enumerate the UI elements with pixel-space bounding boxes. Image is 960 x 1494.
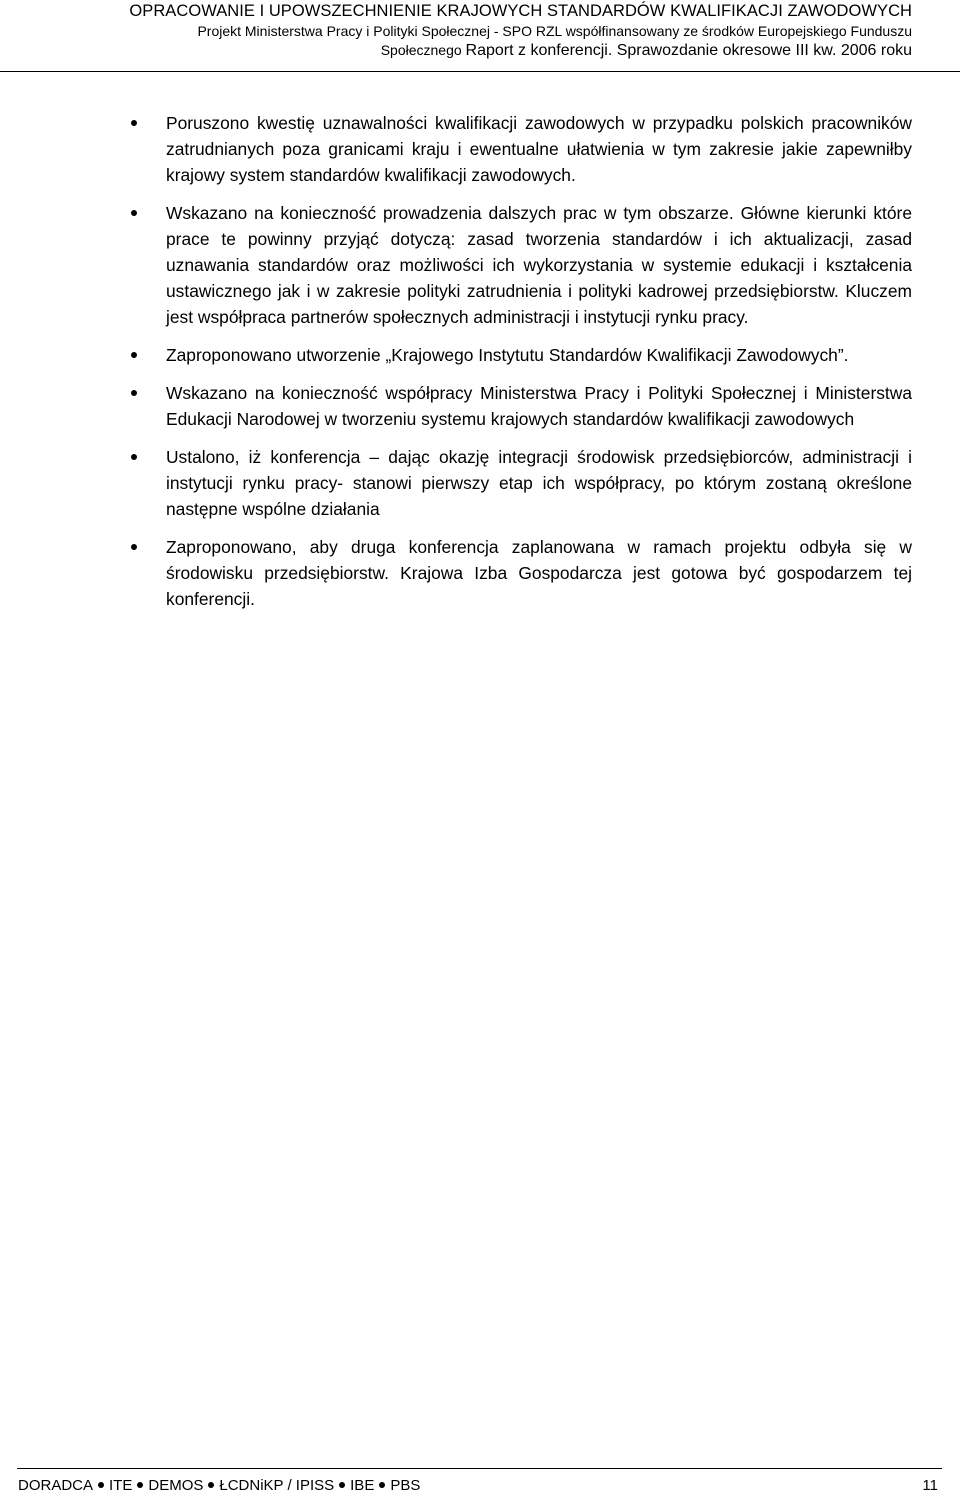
bullet-separator-icon: [98, 1482, 104, 1488]
list-item: [0, 200, 960, 330]
footer-partner: ŁCDNiKP / IPISS: [219, 1477, 335, 1494]
list-item: [0, 534, 960, 612]
bullet-separator-icon: [379, 1482, 385, 1488]
bullet-separator-icon: [339, 1482, 345, 1488]
bullet-icon: [131, 544, 137, 550]
header-title: OPRACOWANIE I UPOWSZECHNIENIE KRAJOWYCH STANDARDÓW KWALIFIKACJI ZAWODOWYCH: [129, 2, 912, 20]
list-item: [0, 444, 960, 522]
footer-partner: IBE: [350, 1477, 375, 1494]
main-content: [0, 110, 960, 624]
list-item-text: Wskazano na konieczność współpracy Ministerstwa Pracy i Polityki Społecznej i Ministerstwa Edukacji Narodowej w tworzeniu systemu krajowych standardów kwalifikacji zawodowych: [166, 383, 912, 429]
list-item: [0, 380, 960, 432]
footer-partner: DORADCA: [18, 1477, 94, 1494]
page-number: 11: [922, 1477, 938, 1494]
bullet-icon: [131, 390, 137, 396]
footer-partner: ITE: [109, 1477, 133, 1494]
conclusions-list: [0, 110, 960, 612]
footer-divider: [17, 1468, 942, 1469]
bullet-separator-icon: [208, 1482, 214, 1488]
bullet-separator-icon: [137, 1482, 143, 1488]
list-item: [0, 342, 960, 368]
list-item-text: Zaproponowano, aby druga konferencja zaplanowana w ramach projektu odbyła się w środowisku przedsiębiorstw. Krajowa Izba Gospodarcza jest gotowa być gospodarzem tej konferencji.: [166, 537, 912, 609]
bullet-icon: [131, 454, 137, 460]
bullet-icon: [131, 352, 137, 358]
list-item: [0, 110, 960, 188]
header-report-line-start: Społecznego: [380, 42, 462, 58]
header-project-line: Projekt Ministerstwa Pracy i Polityki Społecznej - SPO RZL współfinansowany ze środków Europejskiego Funduszu: [197, 23, 912, 39]
bullet-icon: [131, 210, 137, 216]
footer-partner: PBS: [390, 1477, 421, 1494]
bullet-icon: [131, 120, 137, 126]
list-item-text: Ustalono, iż konferencja – dając okazję integracji środowisk przedsiębiorców, administracji i instytucji rynku pracy- stanowi pierwszy etap ich współpracy, po którym zostaną określone następne wspólne działania: [166, 447, 912, 519]
header-divider: [0, 71, 960, 72]
footer-partner: DEMOS: [148, 1477, 204, 1494]
list-item-text: Poruszono kwestię uznawalności kwalifikacji zawodowych w przypadku polskich pracowników zatrudnianych poza granicami kraju i ewentualne ułatwienia w tym zakresie jakie zapewniłby krajowy system standardów kwalifikacji zawodowych.: [166, 113, 912, 185]
list-item-text: Wskazano na konieczność prowadzenia dalszych prac w tym obszarze. Główne kierunki które prace te powinny przyjąć dotyczą: zasad tworzenia standardów i ich aktualizacji, zasad uznawania standardów oraz możliwości ich wykorzystania w systemie edukacji i kształcenia ustawicznego jak i w zakresie polityki zatrudnienia i polityki kadrowej przedsiębiorstw. Kluczem jest współpraca partnerów społecznych administracji i instytucji rynku pracy.: [166, 203, 912, 327]
page-footer: [18, 1477, 940, 1494]
header-report-line: [381, 42, 912, 60]
header-report-title: Raport z konferencji. Sprawozdanie okresowe III kw. 2006 roku: [465, 42, 912, 59]
list-item-text: Zaproponowano utworzenie „Krajowego Instytutu Standardów Kwalifikacji Zawodowych”.: [166, 345, 849, 365]
